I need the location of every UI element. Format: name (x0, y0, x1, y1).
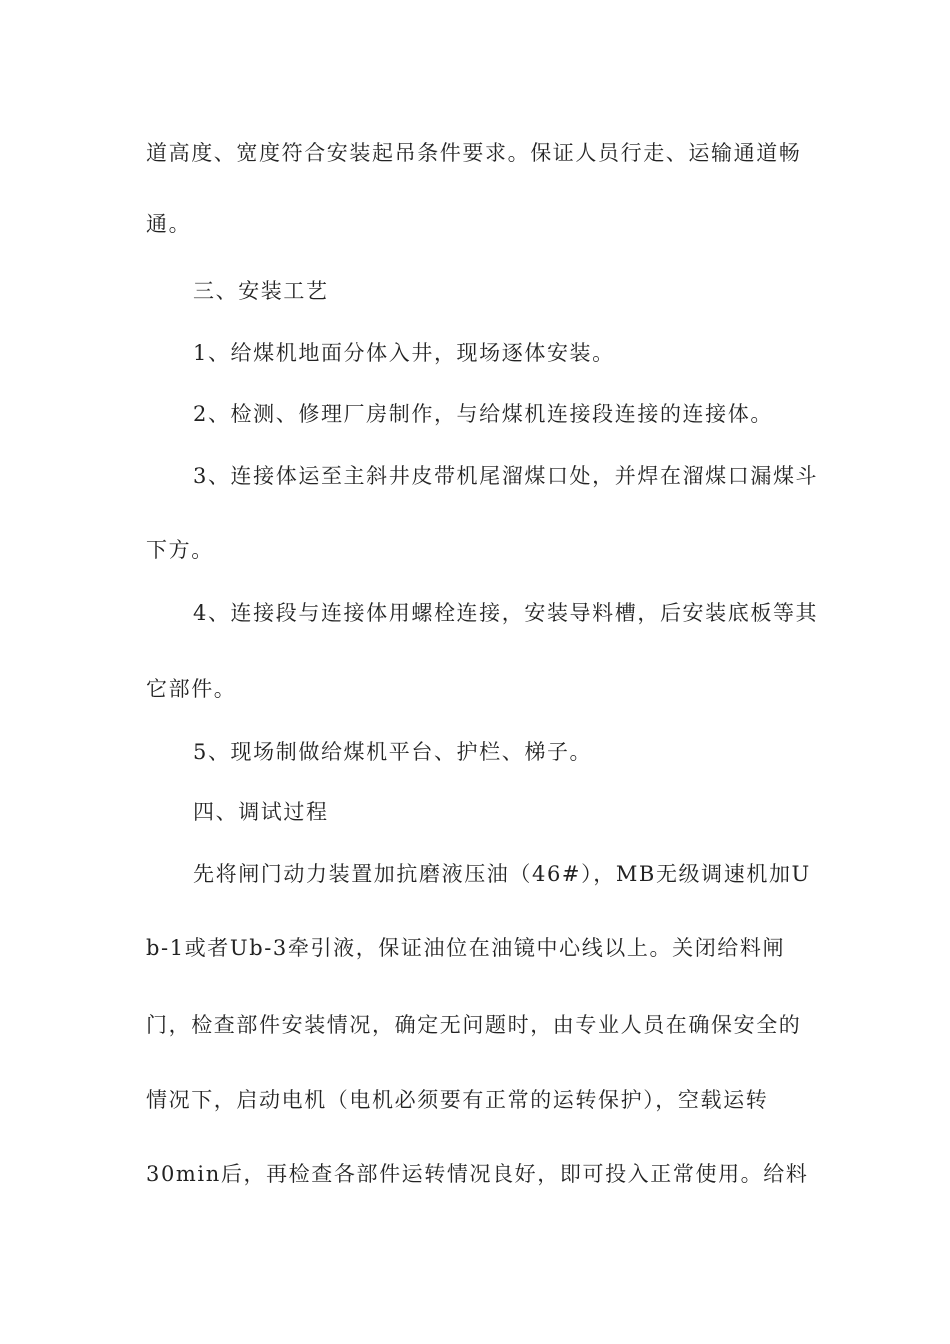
list-item: 5、现场制做给煤机平台、护栏、梯子。 (193, 740, 593, 764)
paragraph-line: 先将闸门动力装置加抗磨液压油（46#），MB无级调速机加U (193, 862, 811, 886)
list-item: 1、给煤机地面分体入井，现场逐体安装。 (193, 341, 615, 365)
paragraph-line: 30min后，再检查各部件运转情况良好，即可投入正常使用。给料 (146, 1162, 809, 1186)
list-item: 4、连接段与连接体用螺栓连接，安装导料槽，后安装底板等其 (193, 601, 819, 625)
paragraph-line: 门，检查部件安装情况，确定无问题时，由专业人员在确保安全的 (146, 1013, 802, 1037)
paragraph-line: 它部件。 (146, 677, 237, 701)
list-item: 2、检测、修理厂房制作，与给煤机连接段连接的连接体。 (193, 402, 773, 426)
paragraph-line: 道高度、宽度符合安装起吊条件要求。保证人员行走、运输通道畅 (146, 141, 802, 165)
section-heading: 四、调试过程 (193, 800, 329, 824)
paragraph-line: b-1或者Ub-3牵引液，保证油位在油镜中心线以上。关闭给料闸 (146, 936, 786, 960)
paragraph-line: 情况下，启动电机（电机必须要有正常的运转保护），空载运转 (146, 1088, 769, 1112)
section-heading: 三、安装工艺 (193, 279, 329, 303)
paragraph-line: 下方。 (146, 538, 214, 562)
paragraph-line: 通。 (146, 212, 192, 236)
list-item: 3、连接体运至主斜井皮带机尾溜煤口处，并焊在溜煤口漏煤斗 (193, 464, 819, 488)
